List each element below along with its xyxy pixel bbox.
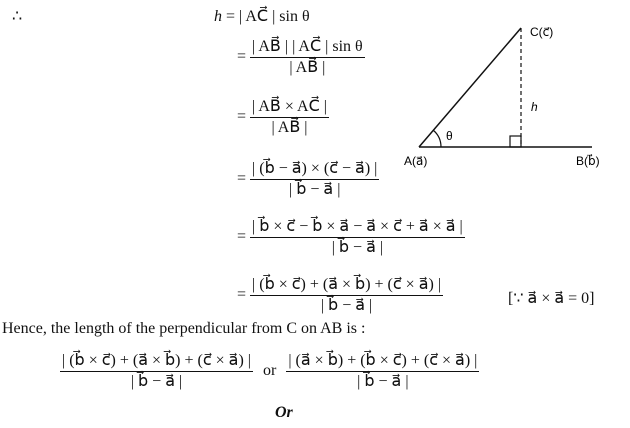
denominator: | b⃗ − a⃗ | <box>250 237 465 257</box>
equals-sign: = <box>237 286 247 304</box>
vertex-label-c: C(c⃗) <box>530 25 554 39</box>
derivation-line-6 <box>237 276 443 315</box>
numerator: | AB⃗ × AC⃗ | <box>252 98 327 115</box>
conclusion-text: Hence, the length of the perpendicular from C on AB is : <box>2 320 366 337</box>
numerator: | b⃗ × c⃗ − b⃗ × a⃗ − a⃗ × c⃗ + a⃗ × a⃗ | <box>252 218 463 235</box>
denominator: | AB⃗ | <box>250 117 329 137</box>
equals-sign: = <box>237 228 247 246</box>
or-connector: or <box>263 362 277 380</box>
numerator: | (b⃗ × c⃗) + (a⃗ × b⃗) + (c⃗ × a⃗) | <box>252 276 442 293</box>
angle-arc <box>433 130 441 147</box>
fraction <box>250 38 365 77</box>
triangle-diagram <box>400 16 625 176</box>
denominator: | b⃗ − a⃗ | <box>250 295 443 315</box>
vertex-label-a: A(a⃗) <box>404 154 428 168</box>
height-symbol: h <box>214 8 222 25</box>
justification-note: [∵ a⃗ × a⃗ = 0] <box>508 290 595 307</box>
equals-sign: = <box>237 108 247 126</box>
numerator: | AB⃗ | | AC⃗ | sin θ <box>252 38 363 55</box>
fraction <box>250 160 379 199</box>
equals-sign: = <box>226 8 236 25</box>
final-expression-row <box>60 352 479 391</box>
denominator: | AB⃗ | <box>250 57 365 77</box>
denominator: | b⃗ − a⃗ | <box>286 371 479 391</box>
equals-sign: = <box>237 48 247 66</box>
fraction <box>250 98 329 137</box>
final-fraction-2 <box>286 352 479 391</box>
vertex-label-b: B(b⃗) <box>576 154 600 168</box>
fraction <box>250 218 465 257</box>
right-angle-marker <box>510 136 521 147</box>
fraction <box>250 276 443 315</box>
or-heading: Or <box>275 404 293 421</box>
derivation-line-4 <box>237 160 379 199</box>
line1-rhs: | AC⃗ | sin θ <box>239 8 310 25</box>
denominator: | b⃗ − a⃗ | <box>250 179 379 199</box>
numerator: | (b⃗ × c⃗) + (a⃗ × b⃗) + (c⃗ × a⃗) | <box>62 352 252 369</box>
derivation-line-3 <box>237 98 329 137</box>
derivation-line-5 <box>237 218 465 257</box>
numerator: | (b⃗ − a⃗) × (c⃗ − a⃗) | <box>252 160 378 177</box>
theta-label: θ <box>446 129 453 143</box>
final-fraction-1 <box>60 352 253 391</box>
derivation-line-2 <box>237 38 365 77</box>
side-line-ac <box>419 28 521 147</box>
denominator: | b⃗ − a⃗ | <box>60 371 253 391</box>
height-label: h <box>531 100 538 114</box>
therefore-symbol: ∴ <box>12 8 23 25</box>
derivation-line-1 <box>214 8 310 26</box>
numerator: | (a⃗ × b⃗) + (b⃗ × c⃗) + (c⃗ × a⃗) | <box>288 352 478 369</box>
equals-sign: = <box>237 170 247 188</box>
